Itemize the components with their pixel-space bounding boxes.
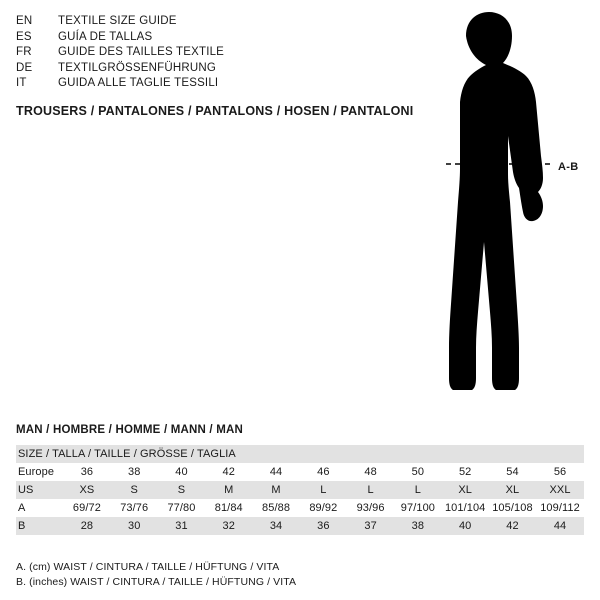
cell: L [347, 481, 394, 499]
row-label: A [18, 502, 26, 514]
table-row [16, 445, 584, 463]
cell: L [300, 481, 347, 499]
table-row [16, 463, 584, 481]
man-silhouette-icon [400, 6, 600, 416]
language-code: FR [16, 46, 32, 58]
language-list [16, 16, 224, 94]
language-row [16, 78, 224, 94]
cell: XXL [536, 481, 584, 499]
cell: 48 [364, 466, 377, 478]
language-code: EN [16, 15, 33, 27]
language-row [16, 16, 224, 32]
figure-illustration [400, 6, 600, 416]
cell: 77/80 [167, 502, 196, 514]
cell: 46 [317, 466, 330, 478]
footnote-b: B. (inches) WAIST / CINTURA / TAILLE / HÜFTUNG / VITA [16, 576, 297, 589]
cell: 93/96 [356, 502, 385, 514]
language-code: DE [16, 61, 33, 74]
language-title: GUIDE DES TAILLES TEXTILE [58, 46, 225, 58]
cell: S [111, 481, 158, 499]
cell: XL [442, 481, 489, 499]
language-title: TEXTILE SIZE GUIDE [58, 15, 177, 27]
cell: 56 [553, 466, 567, 478]
size-table-section [16, 424, 584, 535]
cell: XS [63, 481, 110, 499]
cell: S [158, 481, 205, 499]
cell: 28 [63, 517, 110, 535]
cell: M [252, 481, 299, 499]
row-label: US [16, 481, 63, 499]
cell: 40 [175, 466, 188, 478]
language-title: GUÍA DE TALLAS [58, 30, 153, 43]
cell: 54 [506, 466, 519, 478]
cell: 30 [111, 517, 158, 535]
size-table [16, 445, 584, 535]
cell: 42 [489, 517, 536, 535]
table-row [16, 517, 584, 535]
cell: 81/84 [214, 502, 243, 514]
footnotes [16, 560, 296, 590]
cell: 69/72 [72, 502, 101, 514]
size-header-label: SIZE / TALLA / TAILLE / GRÖSSE / TAGLIA [16, 445, 584, 463]
cell: M [205, 481, 252, 499]
cell: 37 [347, 517, 394, 535]
cell: 36 [80, 466, 94, 478]
cell: 97/100 [400, 502, 436, 514]
cell: 32 [205, 517, 252, 535]
cell: XL [489, 481, 536, 499]
cell: 89/92 [309, 502, 338, 514]
cell: 38 [394, 517, 441, 535]
cell: 42 [222, 466, 235, 478]
table-row [16, 499, 584, 517]
footnote-a: A. (cm) WAIST / CINTURA / TAILLE / HÜFTUNG / VITA [16, 561, 280, 573]
row-label: B [16, 517, 63, 535]
language-code: ES [16, 30, 32, 43]
cell: 36 [300, 517, 347, 535]
table-row [16, 481, 584, 499]
cell: 109/112 [540, 502, 580, 514]
language-title: TEXTILGRÖSSENFÜHRUNG [58, 61, 216, 74]
row-label: Europe [18, 466, 55, 478]
cell: 34 [252, 517, 299, 535]
cell: 52 [458, 466, 472, 478]
cell: 44 [269, 466, 283, 478]
cell: 40 [442, 517, 489, 535]
measure-label-ab: A-B [558, 161, 579, 173]
language-row [16, 47, 224, 63]
size-table-title: MAN / HOMBRE / HOMME / MANN / MAN [16, 424, 244, 436]
product-heading: TROUSERS / PANTALONES / PANTALONS / HOSEN / PANTALONI [16, 103, 414, 118]
cell: 31 [158, 517, 205, 535]
cell: 73/76 [120, 502, 149, 514]
language-title: GUIDA ALLE TAGLIE TESSILI [58, 77, 219, 89]
language-row [16, 32, 224, 48]
language-code: IT [16, 77, 27, 89]
cell: 101/104 [444, 502, 486, 514]
language-row [16, 63, 224, 79]
cell: L [394, 481, 441, 499]
cell: 105/108 [492, 502, 533, 514]
cell: 44 [536, 517, 584, 535]
cell: 38 [127, 466, 141, 478]
cell: 85/88 [262, 502, 291, 514]
cell: 50 [411, 466, 425, 478]
